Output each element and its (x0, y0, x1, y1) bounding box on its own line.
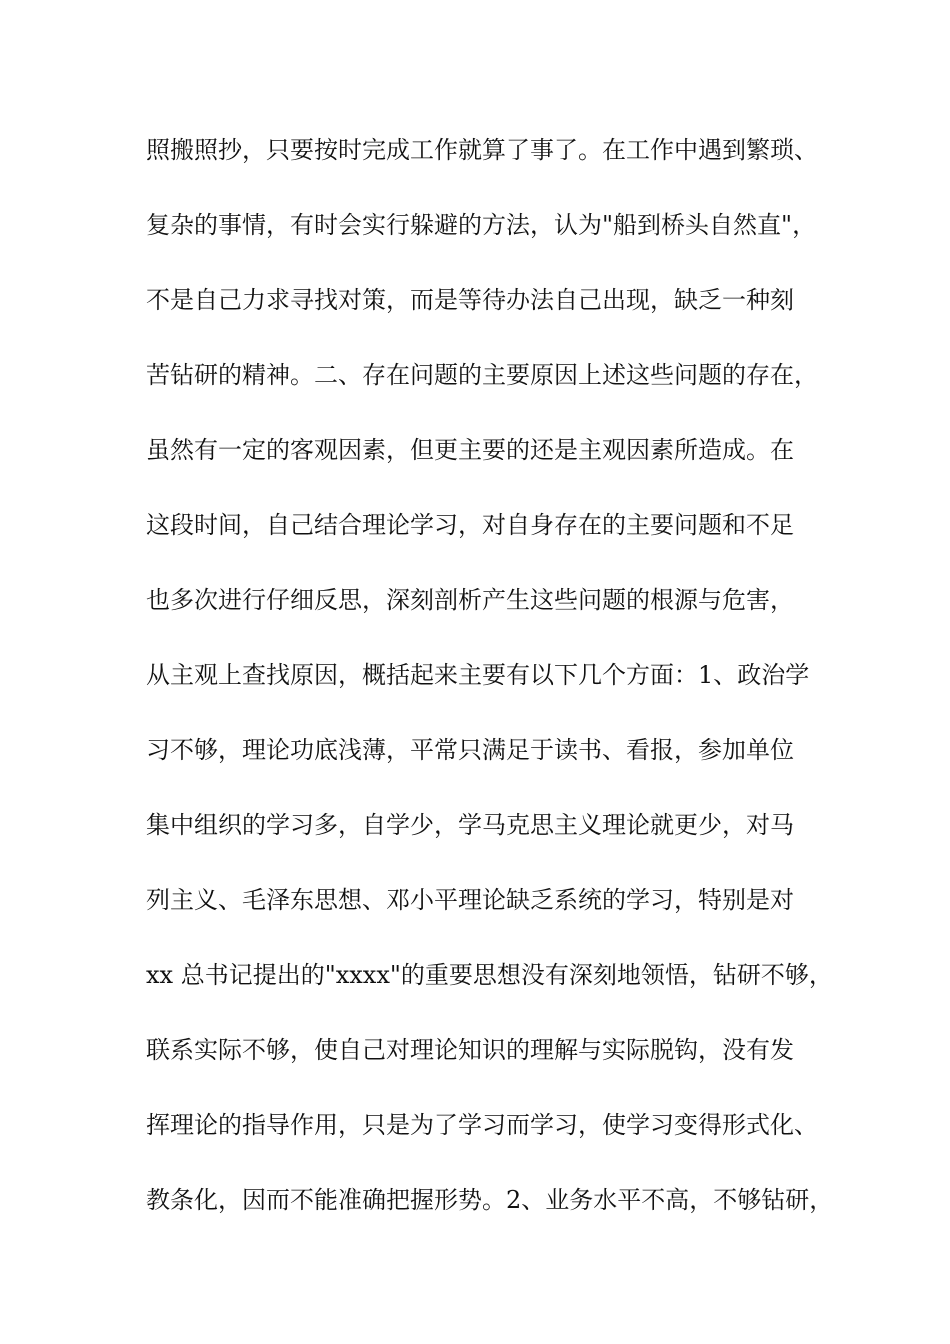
text-line: 习不够，理论功底浅薄，平常只满足于读书、看报，参加单位 (146, 736, 794, 764)
text-line: 苦钻研的精神。二、存在问题的主要原因上述这些问题的存在， (146, 361, 818, 389)
text-line: 照搬照抄，只要按时完成工作就算了事了。在工作中遇到繁琐、 (146, 136, 818, 164)
body-text (146, 128, 846, 1253)
text-line: 也多次进行仔细反思，深刻剖析产生这些问题的根源与危害， (146, 586, 794, 614)
text-line: 列主义、毛泽东思想、邓小平理论缺乏系统的学习，特别是对 (146, 886, 794, 914)
text-line: 联系实际不够，使自己对理论知识的理解与实际脱钩，没有发 (146, 1036, 794, 1064)
text-line: 集中组织的学习多，自学少，学马克思主义理论就更少，对马 (146, 811, 794, 839)
text-line: xx 总书记提出的"xxxx"的重要思想没有深刻地领悟，钻研不够， (146, 961, 833, 989)
text-line: 虽然有一定的客观因素，但更主要的还是主观因素所造成。在 (146, 436, 794, 464)
text-line: 这段时间，自己结合理论学习，对自身存在的主要问题和不足 (146, 511, 794, 539)
text-line: 挥理论的指导作用，只是为了学习而学习，使学习变得形式化、 (146, 1111, 818, 1139)
text-line: 从主观上查找原因，概括起来主要有以下几个方面：1、政治学 (146, 661, 810, 689)
text-line: 复杂的事情，有时会实行躲避的方法，认为"船到桥头自然直"， (146, 211, 817, 239)
text-line: 教条化，因而不能准确把握形势。2、业务水平不高，不够钻研， (146, 1186, 834, 1214)
text-line: 不是自己力求寻找对策，而是等待办法自己出现，缺乏一种刻 (146, 286, 794, 314)
